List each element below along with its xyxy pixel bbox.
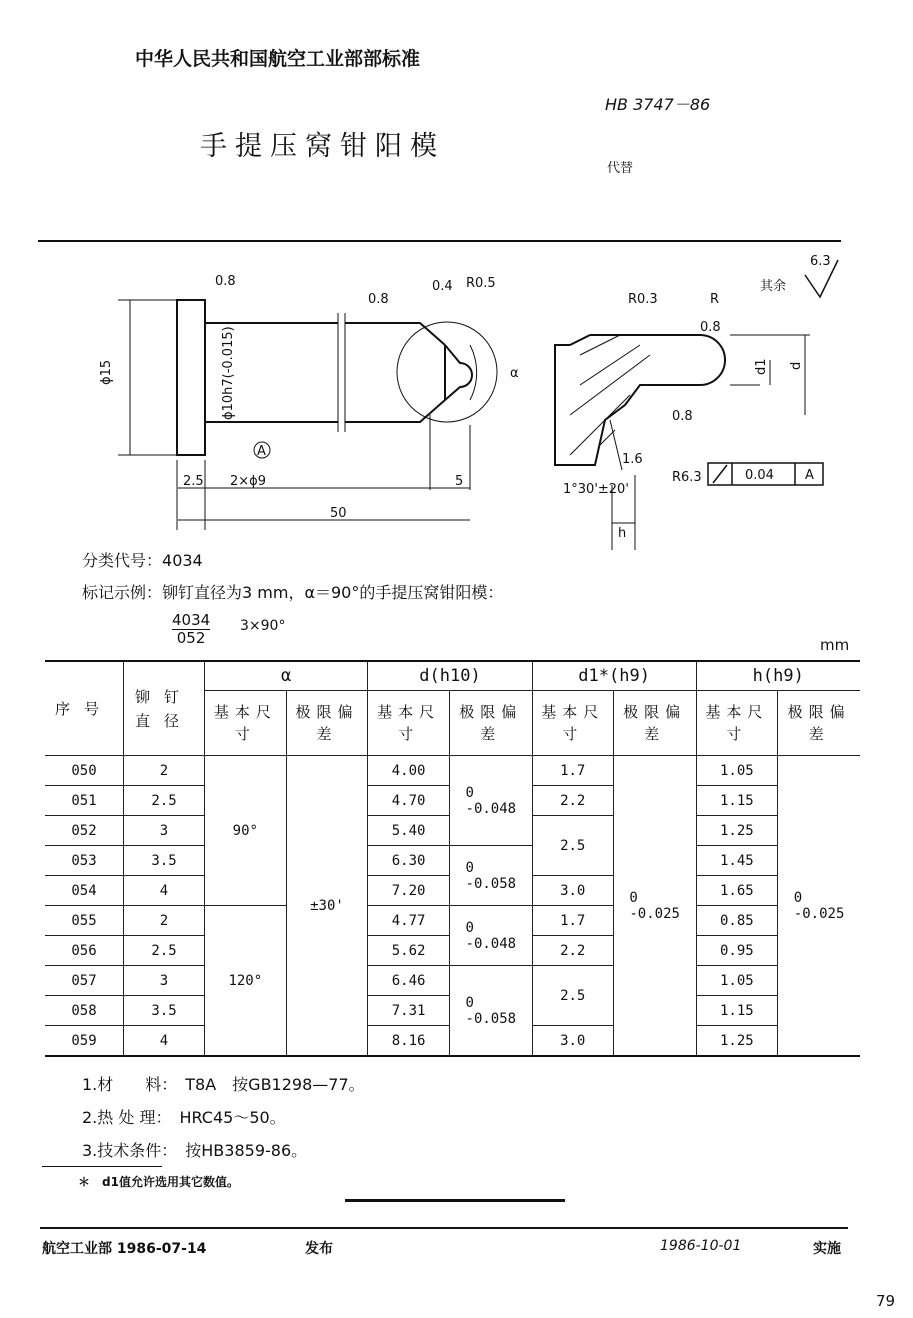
issuing-org: 中华人民共和国航空工业部部标准 xyxy=(135,48,421,70)
marking-label: 标记示例： xyxy=(82,583,163,602)
datum-a: A xyxy=(257,444,266,459)
roughness-body: 0.8 xyxy=(368,292,389,307)
document-title: 手提压窝钳阳模 xyxy=(200,131,445,162)
cell-h-basic: 1.25 xyxy=(696,1026,778,1057)
radius-r63: R6.3 xyxy=(672,470,702,485)
radius-r: R xyxy=(710,292,720,307)
cell-h-basic: 1.15 xyxy=(696,996,778,1026)
cell-rivet: 3.5 xyxy=(124,846,205,876)
header-rivet: 铆钉直径 xyxy=(124,661,205,756)
table-row xyxy=(45,906,860,936)
cell-h-basic: 0.95 xyxy=(696,936,778,966)
header-dev: 极限偏差 xyxy=(778,691,860,756)
cell-d-basic: 7.31 xyxy=(368,996,450,1026)
cell-seq: 057 xyxy=(45,966,124,996)
cell-rivet: 3 xyxy=(124,816,205,846)
cell-d-basic: 5.62 xyxy=(368,936,450,966)
left-view xyxy=(118,300,497,530)
radius-r05: R0.5 xyxy=(466,276,496,291)
cell-h-basic: 0.85 xyxy=(696,906,778,936)
cell-seq: 052 xyxy=(45,816,124,846)
header-rule xyxy=(38,240,841,242)
class-code-label: 分类代号： xyxy=(82,551,163,570)
roughness-tip: 0.4 xyxy=(432,279,453,294)
cell-h-basic: 1.45 xyxy=(696,846,778,876)
angle-alpha: α xyxy=(510,366,519,381)
dim-phi15: ϕ15 xyxy=(99,359,114,385)
dim-h: h xyxy=(618,526,627,541)
cell-d-basic: 8.16 xyxy=(368,1026,450,1057)
header-basic: 基本尺寸 xyxy=(696,691,778,756)
cell-rivet: 2 xyxy=(124,906,205,936)
header-basic: 基本尺寸 xyxy=(368,691,450,756)
issued-label: 发布 xyxy=(305,1241,333,1257)
mark-bottom: 052 xyxy=(176,629,206,647)
cell-d1-basic: 2.2 xyxy=(532,936,613,966)
section-view xyxy=(555,260,838,550)
runout-value: 0.04 xyxy=(745,468,774,483)
cell-alpha-basic: 90° xyxy=(205,756,287,906)
cell-h-basic: 1.25 xyxy=(696,816,778,846)
cell-d1-dev xyxy=(613,756,696,1057)
header-dev: 极限偏差 xyxy=(286,691,368,756)
cell-d-basic: 6.46 xyxy=(368,966,450,996)
dev-upper: 0 xyxy=(465,859,474,876)
marking-text: 铆钉直径为3 mm，α＝90°的手提压窝钳阳模： xyxy=(162,583,504,602)
cell-seq: 058 xyxy=(45,996,124,1026)
dev-lower: -0.058 xyxy=(465,875,517,892)
header-seq: 序号 xyxy=(45,661,124,756)
roughness-rest: 6.3 xyxy=(810,254,831,269)
dev-upper: 0 xyxy=(465,919,474,936)
cell-rivet: 4 xyxy=(124,876,205,906)
cell-d-dev xyxy=(449,756,532,846)
roughness-rest-label: 其余 xyxy=(760,279,787,294)
cell-seq: 051 xyxy=(45,786,124,816)
effective-date: 1986-10-01 xyxy=(660,1238,742,1254)
end-rule xyxy=(345,1199,565,1202)
cell-d1-basic: 2.5 xyxy=(532,816,613,876)
header-dev: 极限偏差 xyxy=(613,691,696,756)
dim-2-5: 2.5 xyxy=(183,474,204,489)
cell-rivet: 4 xyxy=(124,1026,205,1057)
cell-d-basic: 4.77 xyxy=(368,906,450,936)
dimension-table xyxy=(45,660,860,1057)
mark-suffix: 3×90° xyxy=(240,618,286,634)
cell-rivet: 2.5 xyxy=(124,936,205,966)
dim-phi10: ϕ10h7(-0.015) xyxy=(221,326,236,420)
header-basic: 基本尺寸 xyxy=(205,691,287,756)
cell-d-basic: 7.20 xyxy=(368,876,450,906)
roughness-cavity: 0.8 xyxy=(700,320,721,335)
roughness-side: 1.6 xyxy=(622,452,643,467)
technical-drawing xyxy=(0,245,913,555)
unit-label: mm xyxy=(820,636,850,654)
note-heat-treatment: 2.热 处 理： HRC45～50。 xyxy=(82,1108,286,1127)
cell-h-dev xyxy=(778,756,860,1057)
class-code xyxy=(82,548,203,571)
notes xyxy=(82,1068,365,1167)
cell-rivet: 3 xyxy=(124,966,205,996)
dim-holes: 2×ϕ9 xyxy=(230,474,267,489)
replaces-label: 代替 xyxy=(607,161,634,176)
dim-d1: d1 xyxy=(754,358,769,375)
header-basic: 基本尺寸 xyxy=(532,691,613,756)
cell-d1-basic: 2.5 xyxy=(532,966,613,1026)
header-d1: d1*(h9) xyxy=(532,661,696,691)
cell-h-basic: 1.05 xyxy=(696,966,778,996)
cell-rivet: 3.5 xyxy=(124,996,205,1026)
cell-h-basic: 1.05 xyxy=(696,756,778,786)
header-h: h(h9) xyxy=(696,661,860,691)
cell-alpha-dev: ±30' xyxy=(286,756,368,1057)
table-row xyxy=(45,846,860,876)
cell-seq: 054 xyxy=(45,876,124,906)
table-row xyxy=(45,966,860,996)
cell-d-basic: 4.00 xyxy=(368,756,450,786)
header-alpha: α xyxy=(205,661,368,691)
roughness-bottom: 0.8 xyxy=(672,409,693,424)
dev-upper: 0 xyxy=(793,889,803,906)
dim-5: 5 xyxy=(455,474,464,489)
dev-upper: 0 xyxy=(629,889,638,906)
cell-rivet: 2.5 xyxy=(124,786,205,816)
cell-d-dev xyxy=(449,966,532,1057)
cell-h-basic: 1.15 xyxy=(696,786,778,816)
footnote: ＊ d1值允许选用其它数值。 xyxy=(78,1175,239,1189)
table-row xyxy=(45,756,860,786)
runout-datum: A xyxy=(805,468,814,483)
roughness-flange: 0.8 xyxy=(215,274,236,289)
cell-h-basic: 1.65 xyxy=(696,876,778,906)
cell-d-dev xyxy=(449,906,532,966)
dim-angle: 1°30'±20' xyxy=(563,482,629,497)
footer-rule xyxy=(40,1227,848,1229)
dim-50: 50 xyxy=(330,506,347,521)
marking-example xyxy=(82,580,503,603)
header-dev: 极限偏差 xyxy=(449,691,532,756)
note-technical-conditions: 3.技术条件： 按HB3859-86。 xyxy=(82,1141,308,1160)
dev-upper: 0 xyxy=(465,784,474,801)
marking-fraction xyxy=(172,612,210,647)
note-material: 1.材 料： T8A 按GB1298—77。 xyxy=(82,1075,365,1094)
dev-upper: 0 xyxy=(465,994,474,1011)
cell-d1-basic: 2.2 xyxy=(532,786,613,816)
cell-d1-basic: 1.7 xyxy=(532,756,613,786)
class-code-value: 4034 xyxy=(162,551,203,570)
cell-d-basic: 5.40 xyxy=(368,816,450,846)
mark-top: 4034 xyxy=(172,611,211,629)
dev-lower: -0.048 xyxy=(465,935,517,952)
cell-d1-basic: 3.0 xyxy=(532,1026,613,1057)
cell-rivet: 2 xyxy=(124,756,205,786)
cell-seq: 050 xyxy=(45,756,124,786)
dev-lower: -0.058 xyxy=(465,1010,517,1027)
dev-lower: -0.025 xyxy=(793,905,845,922)
dim-d: d xyxy=(789,361,804,370)
cell-alpha-basic: 120° xyxy=(205,906,287,1057)
cell-d-basic: 4.70 xyxy=(368,786,450,816)
footnote-rule xyxy=(42,1166,162,1167)
header-d: d(h10) xyxy=(368,661,532,691)
dev-lower: -0.048 xyxy=(465,800,517,817)
issuer-date: 航空工业部 1986-07-14 xyxy=(42,1241,207,1257)
cell-d1-basic: 1.7 xyxy=(532,906,613,936)
cell-seq: 053 xyxy=(45,846,124,876)
standard-number: HB 3747－86 xyxy=(605,95,711,114)
cell-d-basic: 6.30 xyxy=(368,846,450,876)
cell-seq: 056 xyxy=(45,936,124,966)
cell-seq: 059 xyxy=(45,1026,124,1057)
cell-d1-basic: 3.0 xyxy=(532,876,613,906)
effective-label: 实施 xyxy=(813,1241,841,1257)
page-number: 79 xyxy=(876,1292,896,1310)
cell-seq: 055 xyxy=(45,906,124,936)
cell-d-dev xyxy=(449,846,532,906)
dev-lower: -0.025 xyxy=(629,905,680,922)
radius-r03: R0.3 xyxy=(628,292,658,307)
